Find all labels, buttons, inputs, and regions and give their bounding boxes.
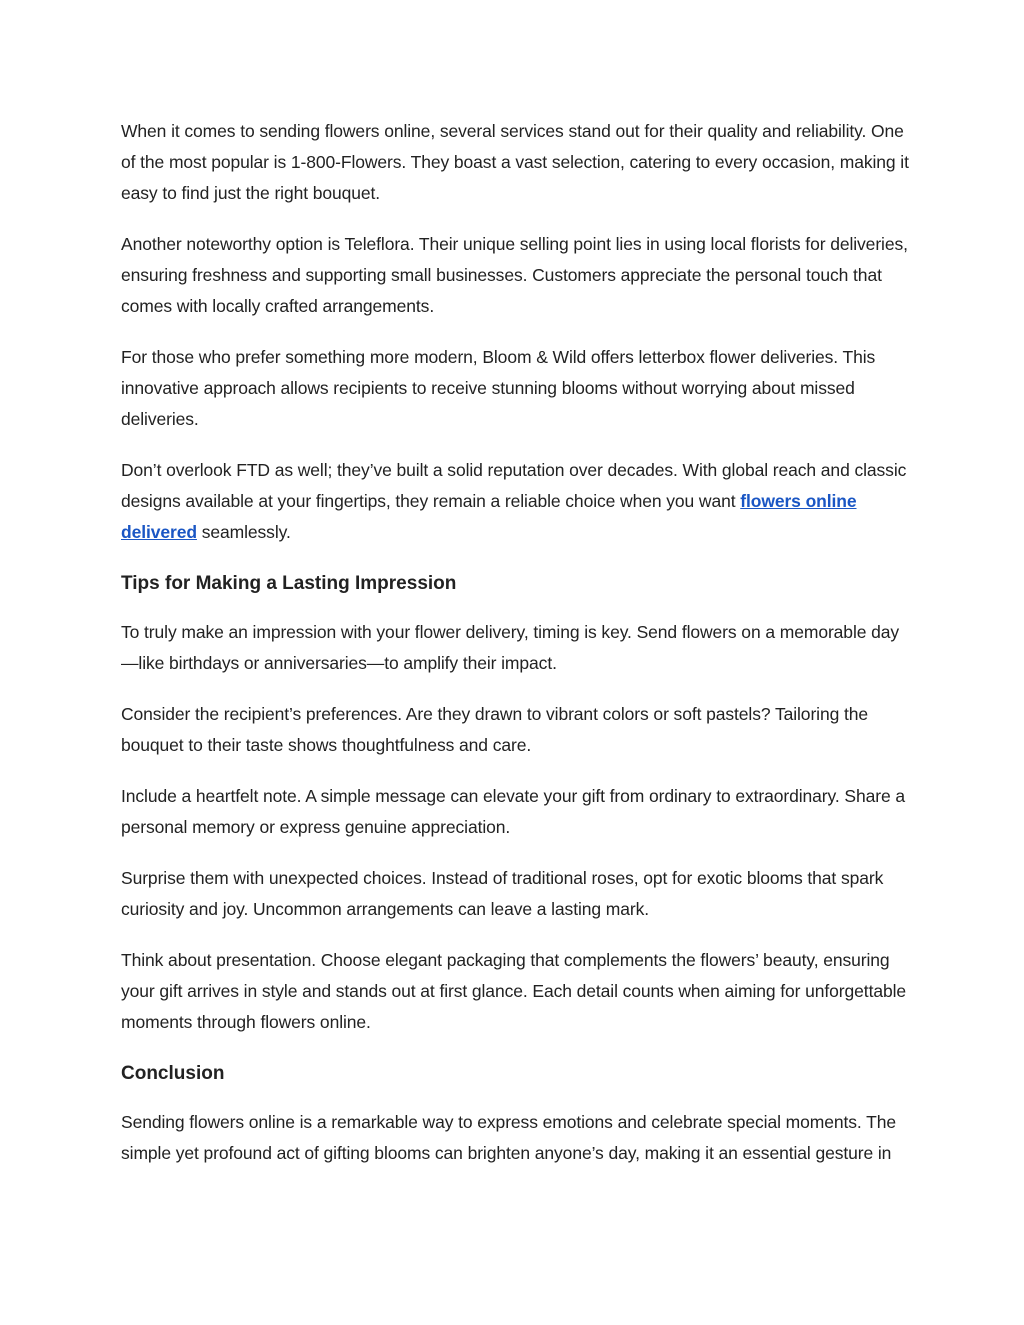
paragraph-tip-surprise: Surprise them with unexpected choices. Instead of traditional roses, opt for exotic blooms that spark curiosity and joy. Uncommon arrangements can leave a lasting mark. <box>121 868 884 919</box>
flowers-online-delivered-link[interactable]: flowers online delivered <box>121 491 857 542</box>
paragraph-tip-note: Include a heartfelt note. A simple message can elevate your gift from ordinary to extraordinary. Share a personal memory or express genuine appreciation. <box>121 786 906 837</box>
ftd-text-after-link: seamlessly. <box>196 522 291 542</box>
paragraph-tip-preferences: Consider the recipient’s preferences. Are they drawn to vibrant colors or soft pastels? Tailoring the bouquet to their taste shows thoughtfulness and care. <box>121 704 869 755</box>
paragraph-1800-flowers: When it comes to sending flowers online, several services stand out for their quality and reliability. One of the most popular is 1-800-Flowers. They boast a vast selection, catering to every occasion, making it easy to find just the right bouquet. <box>121 121 909 203</box>
paragraph-teleflora: Another noteworthy option is Teleflora. Their unique selling point lies in using local florists for deliveries, ensuring freshness and supporting small businesses. Customers appreciate the personal touch that comes with locally crafted arrangements. <box>121 234 908 316</box>
tips-heading: Tips for Making a Lasting Impression <box>121 573 457 594</box>
paragraph-conclusion: Sending flowers online is a remarkable way to express emotions and celebrate special moments. The simple yet profound act of gifting blooms can brighten anyone’s day, making it an essential gesture in <box>121 1112 896 1163</box>
document-body <box>121 116 911 1189</box>
ftd-text-before-link: Don’t overlook FTD as well; they’ve built a solid reputation over decades. With global reach and classic designs available at your fingertips, they remain a reliable choice when you want <box>121 460 907 511</box>
paragraph-tip-presentation: Think about presentation. Choose elegant packaging that complements the flowers’ beauty, ensuring your gift arrives in style and stands out at first glance. Each detail counts when aiming for unforgettable moments through flowers online. <box>121 950 907 1032</box>
paragraph-bloom-wild: For those who prefer something more modern, Bloom & Wild offers letterbox flower deliveries. This innovative approach allows recipients to receive stunning blooms without worrying about missed deliveries. <box>121 347 876 429</box>
paragraph-ftd <box>121 455 911 548</box>
paragraph-tip-timing: To truly make an impression with your flower delivery, timing is key. Send flowers on a memorable day—like birthdays or anniversaries—to amplify their impact. <box>121 622 900 673</box>
conclusion-heading: Conclusion <box>121 1063 225 1084</box>
